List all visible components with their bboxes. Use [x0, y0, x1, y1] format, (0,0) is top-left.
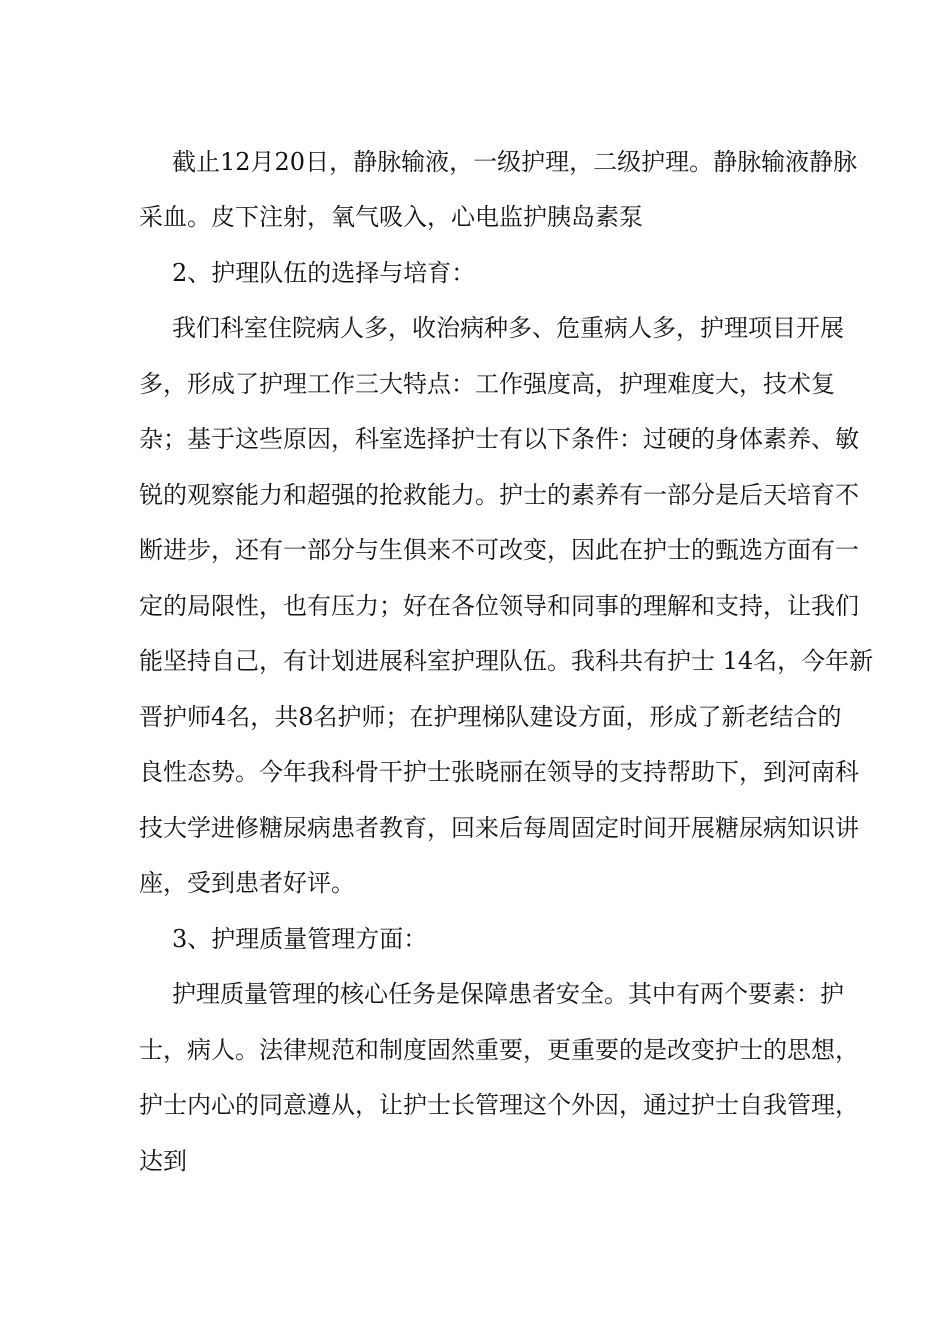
- text-line: 截止12月20日，静脉输液，一级护理，二级护理。静脉输液静脉: [172, 148, 858, 176]
- text-line: 多，形成了护理工作三大特点：工作强度高，护理难度大，技术复: [139, 370, 835, 398]
- text-line: 护理质量管理的核心任务是保障患者安全。其中有两个要素：护: [172, 980, 844, 1008]
- text-line: 定的局限性，也有压力；好在各位领导和同事的理解和支持，让我们: [139, 592, 859, 620]
- text-line: 杂；基于这些原因，科室选择护士有以下条件：过硬的身体素养、敏: [139, 425, 859, 453]
- text-line: 采血。皮下注射，氧气吸入，心电监护胰岛素泵: [139, 203, 643, 231]
- text-line: 锐的观察能力和超强的抢救能力。护士的素养有一部分是后天培育不: [139, 481, 859, 509]
- text-line: 断进步，还有一部分与生俱来不可改变，因此在护士的甄选方面有一: [139, 536, 859, 564]
- text-line: 座，受到患者好评。: [139, 869, 355, 897]
- text-line: 我们科室住院病人多，收治病种多、危重病人多，护理项目开展: [172, 314, 844, 342]
- text-line: 技大学进修糖尿病患者教育，回来后每周固定时间开展糖尿病知识讲: [139, 814, 859, 842]
- text-line: 良性态势。今年我科骨干护士张晓丽在领导的支持帮助下，到河南科: [139, 758, 859, 786]
- text-line: 晋护师4名，共8名护师；在护理梯队建设方面，形成了新老结合的: [139, 703, 842, 731]
- section-heading: 2、护理队伍的选择与培育：: [172, 259, 476, 287]
- text-line: 能坚持自己，有计划进展科室护理队伍。我科共有护士 14名，今年新: [139, 647, 874, 675]
- section-heading: 3、护理质量管理方面：: [172, 925, 428, 953]
- text-line: 护士内心的同意遵从，让护士长管理这个外因，通过护士自我管理，: [139, 1091, 859, 1119]
- text-line: 士，病人。法律规范和制度固然重要，更重要的是改变护士的思想，: [139, 1036, 859, 1064]
- text-line: 达到: [139, 1147, 187, 1175]
